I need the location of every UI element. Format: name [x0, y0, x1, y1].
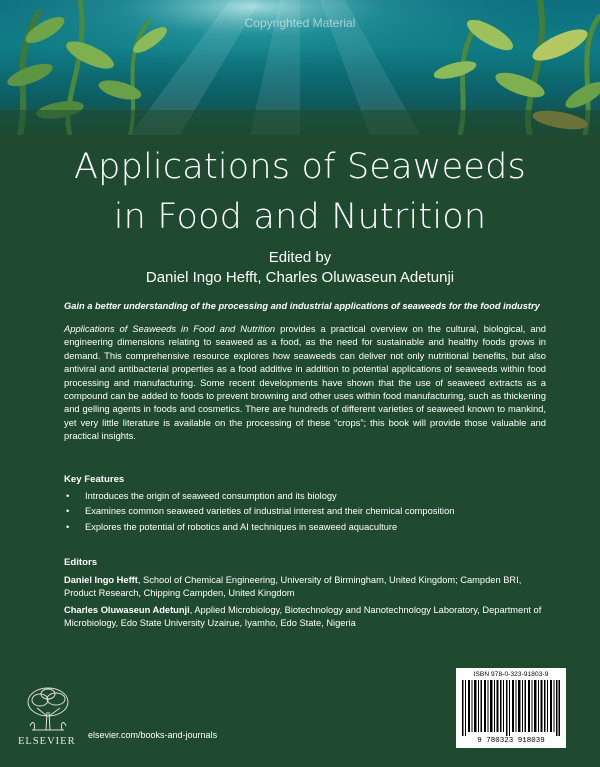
book-tagline: Gain a better understanding of the processing and industrial applications of seaweeds for the food industry: [64, 301, 540, 311]
book-title-line-2: in Food and Nutrition: [113, 197, 487, 237]
barcode-icon: [462, 680, 560, 736]
description-body: provides a practical overview on the cultural, biological, and engineering dimensions relating to seaweed as a food, as the need for sustainable and healthy foods grows in demand. This comprehensive resource explores how seaweeds can deliver not only nutritional benefits, but also antiviral and antibacterial properties as a food additive in addition to potential applications of seaweeds within food processing and manufacturing. Some recent developments have shown that the use of seaweed extracts as a compound can be added to foods to prevent browning and other uses within food manufacturing, such as thickening and gelling agents in foods and cosmetics. There are hundreds of different varieties of seaweed known to mankind, yet very little literature is available on the processing of these “crops”; this book will provide those valuable and practical insights.: [64, 323, 546, 442]
key-features-heading: Key Features: [64, 474, 125, 485]
key-feature-text: Examines common seaweed varieties of industrial interest and their chemical composition: [85, 506, 455, 517]
bullet-icon: •: [66, 506, 70, 517]
editor-1-name: Daniel Ingo Hefft: [64, 575, 138, 585]
editor-2-bio: [64, 604, 544, 630]
list-item: [64, 489, 544, 504]
publisher-url[interactable]: elsevier.com/books-and-journals: [88, 730, 218, 740]
isbn-number: ISBN 978-0-323-91803-9: [473, 671, 549, 678]
publisher-name: ELSEVIER: [18, 736, 76, 747]
key-features-list: [64, 489, 544, 535]
book-title: [0, 142, 600, 242]
list-item: [64, 520, 544, 535]
description-title-italic: Applications of Seaweeds in Food and Nutrition: [64, 323, 276, 334]
key-feature-text: Introduces the origin of seaweed consumption and its biology: [85, 491, 337, 501]
bullet-icon: •: [66, 521, 70, 532]
elsevier-tree-logo-icon: [22, 686, 74, 734]
editor-1-affiliation: , School of Chemical Engineering, University of Birmingham, United Kingdom; Campden BRI, Product Research, Chipping Campden, United Kingdom: [64, 575, 522, 598]
book-title-line-1: Applications of Seaweeds: [74, 147, 526, 187]
isbn-barcode: [456, 668, 566, 748]
bullet-icon: •: [66, 491, 70, 501]
barcode-digits: 9 780323 918039: [477, 737, 545, 745]
editors-names: Daniel Ingo Hefft, Charles Oluwaseun Adetunji: [145, 269, 455, 286]
key-feature-text: Explores the potential of robotics and AI techniques in seaweed aquaculture: [85, 521, 398, 532]
editor-2-affiliation: , Applied Microbiology, Biotechnology and Nanotechnology Laboratory, Department of Microbiology, Edo State University Uzairue, Iyamho, Edo State, Nigeria: [64, 605, 542, 628]
editor-1-bio: [64, 574, 544, 600]
editor-2-name: Charles Oluwaseun Adetunji: [64, 605, 190, 615]
editors-heading: Editors: [64, 557, 98, 568]
copyright-watermark: Copyrighted Material: [244, 16, 356, 30]
edited-by-label: Edited by: [268, 249, 332, 266]
list-item: [64, 504, 544, 519]
book-description: [64, 322, 546, 443]
cover-banner-image: [0, 0, 600, 135]
